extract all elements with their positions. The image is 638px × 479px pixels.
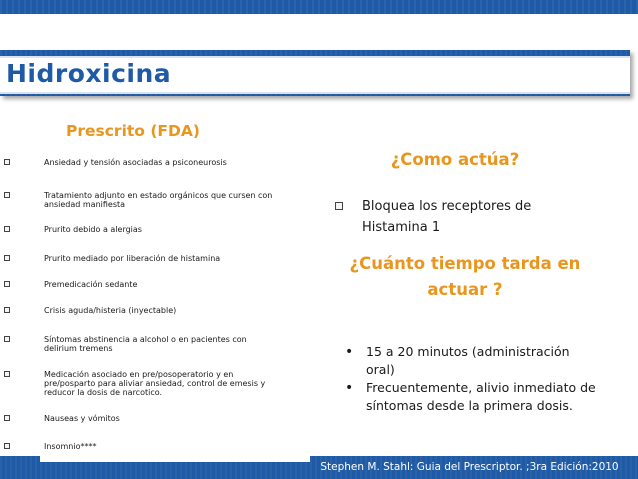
bullet-icon — [4, 192, 10, 198]
bullet-icon — [4, 443, 10, 449]
citation: Stephen M. Stahl: Guia del Prescriptor. ;3ra Edición:2010 — [320, 461, 619, 473]
bullet-dot-icon: • — [345, 380, 354, 396]
onset-text: 15 a 20 minutos (administración oral) — [366, 344, 570, 377]
relief-text: Frecuentemente, alivio inmediato de síntomas desde la primera dosis. — [366, 380, 596, 413]
prescribed-heading: Prescrito (FDA) — [66, 122, 200, 140]
mechanism-item — [362, 196, 572, 238]
bullet-dot-icon: • — [345, 344, 354, 360]
onset-item — [345, 343, 596, 379]
top-decor-bar — [0, 0, 638, 14]
slide-title: Hidroxicina — [6, 59, 172, 88]
bullet-icon — [4, 159, 10, 165]
how-it-works-heading: ¿Como actúa? — [390, 150, 520, 169]
onset-heading: ¿Cuánto tiempo tarda en actuar ? — [349, 254, 581, 299]
bullet-icon — [4, 226, 10, 232]
bullet-icon — [4, 415, 10, 421]
bullet-icon — [4, 336, 10, 342]
title-band — [0, 50, 630, 96]
bullet-icon — [4, 307, 10, 313]
bullet-icon — [4, 371, 10, 377]
title-inner — [0, 56, 630, 94]
footer-white-strip — [40, 456, 310, 462]
bullet-icon — [335, 202, 343, 210]
bullet-icon — [4, 255, 10, 261]
relief-item — [345, 379, 596, 415]
mechanism-text: Bloquea los receptores de Histamina 1 — [362, 199, 532, 235]
bullet-icon — [4, 281, 10, 287]
